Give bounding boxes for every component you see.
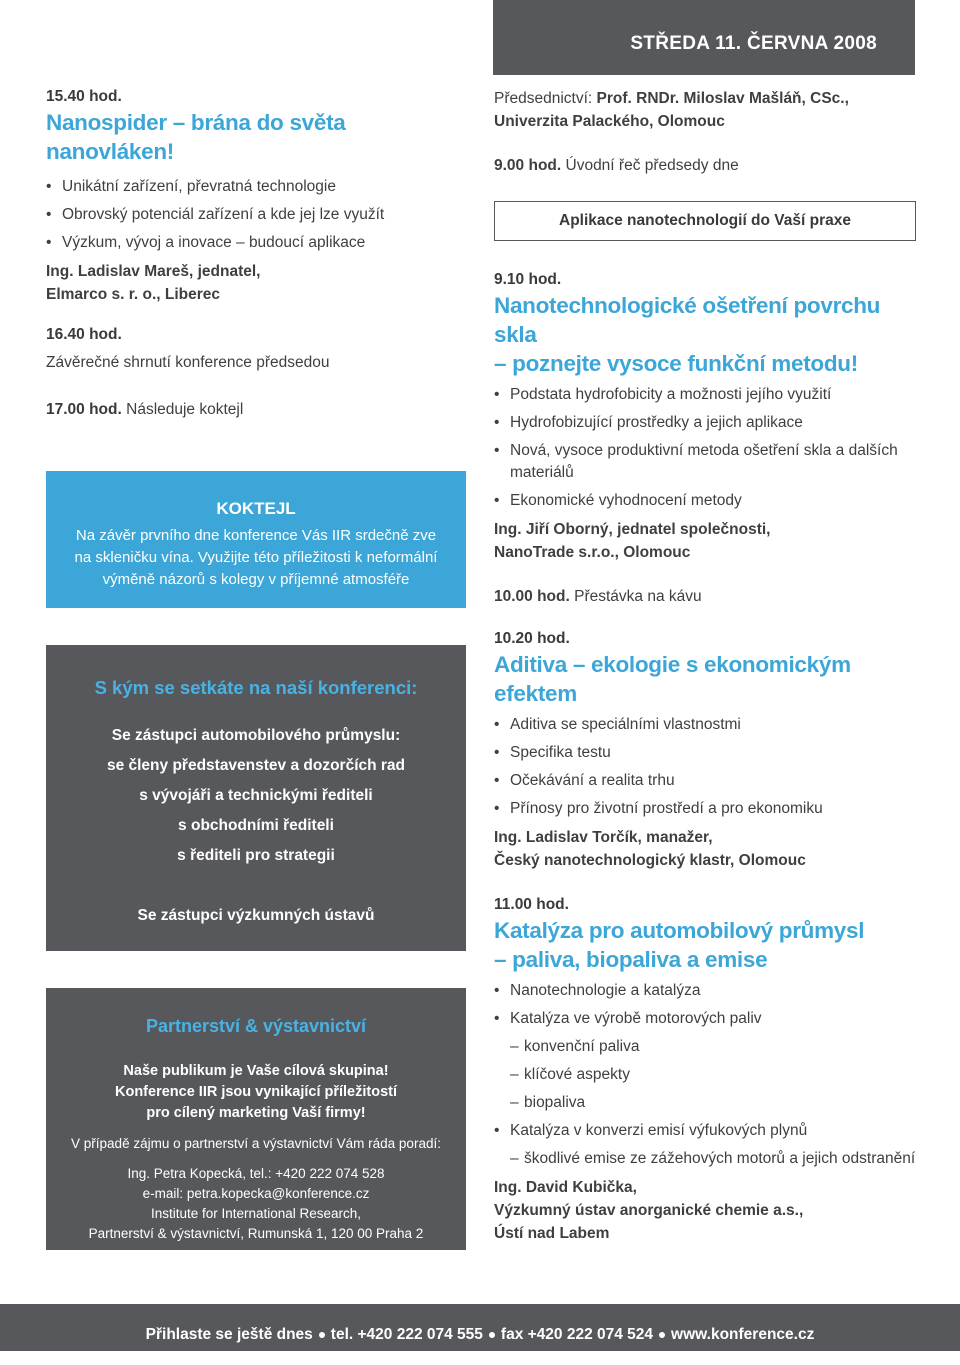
session-title-line: Nanotechnologické ošetření povrchu skla [494,293,881,347]
bullet-item: • Unikátní zařízení, převratná technologie [46,176,466,198]
sub-list [494,1148,916,1170]
bullet-list [46,176,466,254]
session-title [46,108,466,166]
session-text: Závěrečné shrnutí konference předsedou [46,354,330,371]
chair [494,88,916,110]
session-title [494,291,916,378]
koktejl-text: výměně názorů s kolegy v příjemné atmosféře [102,571,410,588]
session-title-line: efektem [494,681,577,706]
bullet-item: • Ekonomické vyhodnocení metody [494,490,916,512]
session-row [494,155,916,177]
bullet-item: • Podstata hydrofobicity a možnosti jejího využití [494,384,916,406]
audience-heading: S kým se setkáte na naší konferenci: [94,677,418,698]
bullet-item: • Aditiva se speciálními vlastnostmi [494,714,916,736]
speaker-line: Ústí nad Labem [494,1225,610,1242]
session-title [494,650,916,708]
contact-line: Partnerství & výstavnictví, Rumunská 1, 120 00 Praha 2 [88,1226,424,1241]
partnership-contact [46,1164,466,1244]
footer-fax: fax +420 222 074 524 [500,1326,654,1343]
footer-cta: Přihlaste se ještě dnes [145,1326,313,1343]
right-column [494,88,916,1245]
session-row [46,399,466,421]
session-title-line: – paliva, biopaliva a emise [494,947,768,972]
speaker-line: Elmarco s. r. o., Liberec [46,286,221,303]
speaker-line: NanoTrade s.r.o., Olomouc [494,544,691,561]
bullet-list [494,980,916,1030]
left-column [46,88,466,421]
bullet-dot-icon [659,1332,665,1338]
speaker-line: Ing. Jiří Oborný, jednatel společnosti, [494,521,771,538]
chair-label: Předsednictví: [494,90,597,107]
bullet-list [494,1120,916,1142]
audience-line: s řediteli pro strategii [177,847,335,864]
session-title-line: Katalýza pro automobilový průmysl [494,918,865,943]
contact-email[interactable]: e-mail: petra.kopecka@konference.cz [142,1186,370,1201]
bullet-item: • Specifika testu [494,742,916,764]
speaker [46,260,466,306]
bullet-list [494,714,916,820]
partnership-heading: Partnerství & výstavnictví [145,1016,367,1036]
partnership-claim: Konference IIR jsou vynikající příležitostí [114,1084,398,1100]
header-date-tab [493,0,915,75]
speaker [494,518,916,564]
partnership-claims [46,1061,466,1124]
contact-line: Ing. Petra Kopecká, tel.: +420 222 074 528 [127,1166,385,1181]
header-date: STŘEDA 11. ČERVNA 2008 [630,33,877,54]
speaker-line: Český nanotechnologický klastr, Olomouc [494,852,806,869]
audience-line: s vývojáři a technickými řediteli [139,787,373,804]
audience-box [46,645,466,951]
session-title [494,916,916,974]
session-time: 9.10 hod. [494,271,562,288]
sub-item: – škodlivé emise ze zážehových motorů a jejich odstranění [494,1148,916,1170]
bullet-item: • Nanotechnologie a katalýza [494,980,916,1002]
session-title-line: nanovláken! [46,139,174,164]
koktejl-title: KOKTEJL [216,499,296,518]
bullet-item: • Výzkum, vývoj a inovace – budoucí aplikace [46,232,466,254]
session-text: Přestávka na kávu [574,588,702,605]
partnership-box [46,988,466,1250]
speaker-line: Ing. David Kubička, [494,1179,637,1196]
session-title-line: Aditiva – ekologie s ekonomickým [494,652,851,677]
session-text: Úvodní řeč předsedy dne [565,157,739,174]
koktejl-text: Na závěr prvního dne konference Vás IIR srdečně zve [75,527,437,544]
bullet-list [494,384,916,512]
chair-name: Prof. RNDr. Miloslav Mašláň, CSc., [596,90,849,107]
bullet-item: • Očekávání a realita trhu [494,770,916,792]
speaker-line: Ing. Ladislav Mareš, jednatel, [46,263,261,280]
session-title-line: – poznejte vysoce funkční metodu! [494,351,858,376]
session-text: Následuje koktejl [126,401,244,418]
audience-list [46,721,466,871]
speaker [494,1176,916,1245]
bullet-item: • Přínosy pro životní prostředí a pro ekonomiku [494,798,916,820]
session-time: 11.00 hod. [494,896,569,913]
bullet-item: • Obrovský potenciál zařízení a kde jej lze využít [46,204,466,226]
session-time: 17.00 hod. [46,401,122,418]
session-title-line: Nanospider – brána do světa [46,110,346,135]
bullet-item: • Katalýza ve výrobě motorových paliv [494,1008,916,1030]
sub-item: – konvenční paliva [494,1036,916,1058]
sub-item: – klíčové aspekty [494,1064,916,1086]
section-heading-box: Aplikace nanotechnologií do Vaší praxe [494,201,916,241]
session-time: 16.40 hod. [46,326,122,343]
footer-website-link[interactable]: www.konference.cz [671,1326,815,1343]
speaker-line: Ing. Ladislav Torčík, manažer, [494,829,713,846]
bullet-dot-icon [489,1332,495,1338]
session-time: 9.00 hod. [494,157,562,174]
audience-line: s obchodními řediteli [178,817,334,834]
audience-research: Se zástupci výzkumných ústavů [137,907,375,924]
contact-line: Institute for International Research, [150,1206,362,1221]
audience-line: Se zástupci automobilového průmyslu: [111,727,401,744]
bullet-dot-icon [319,1332,325,1338]
session-time: 15.40 hod. [46,88,122,105]
sub-item: – biopaliva [494,1092,916,1114]
bullet-item: • Nová, vysoce produktivní metoda ošetření skla a dalších materiálů [494,440,916,484]
audience-line: se členy představenstev a dozorčích rad [106,757,406,774]
session-time: 10.20 hod. [494,630,570,647]
speaker-line: Výzkumný ústav anorganické chemie a.s., [494,1202,804,1219]
session-time: 10.00 hod. [494,588,570,605]
partnership-info: V případě zájmu o partnerství a výstavnictví Vám ráda poradí: [71,1136,441,1151]
partnership-claim: Naše publikum je Vaše cílová skupina! [123,1063,389,1079]
chair-org: Univerzita Palackého, Olomouc [494,113,725,130]
koktejl-box [46,471,466,608]
koktejl-text: na skleničku vína. Využijte této příležitosti k neformální [74,549,438,566]
partnership-claim: pro cílený marketing Vaší firmy! [146,1105,366,1121]
sub-list [494,1036,916,1114]
speaker [494,826,916,872]
session-row [494,586,916,608]
footer-phone: tel. +420 222 074 555 [330,1326,483,1343]
bullet-item: • Katalýza v konverzi emisí výfukových plynů [494,1120,916,1142]
bullet-item: • Hydrofobizující prostředky a jejich aplikace [494,412,916,434]
footer-bar [0,1304,960,1351]
